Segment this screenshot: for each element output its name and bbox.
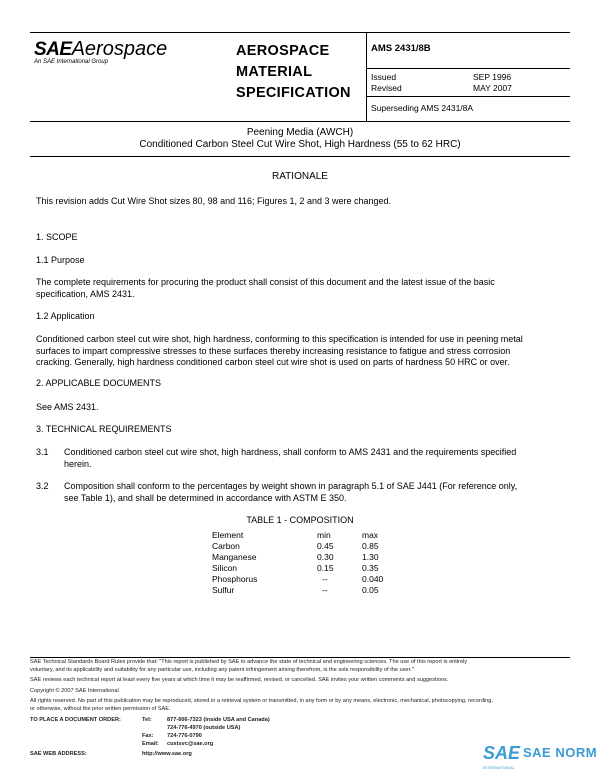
cell-element: Carbon	[212, 541, 240, 551]
title-line-1: AEROSPACE	[236, 43, 330, 59]
purpose-line-1: The complete requirements for procuring the product shall consist of this document and the latest issue of the basic	[36, 277, 495, 287]
superseding-note: Superseding AMS 2431/8A	[371, 103, 474, 113]
footer-rule	[30, 657, 570, 658]
rationale-text: This revision adds Cut Wire Shot sizes 80, 98 and 116; Figures 1, 2 and 3 were changed.	[36, 196, 392, 206]
application-line-3: cracking. Generally, high hardness conditioned carbon steel cut wire shot is used on parts of hardness 50 HRC or over.	[36, 357, 510, 367]
order-label: TO PLACE A DOCUMENT ORDER:	[30, 717, 121, 723]
cell-max: 0.05	[362, 585, 379, 595]
cell-element: Phosphorus	[212, 574, 258, 584]
cell-max: 0.85	[362, 541, 379, 551]
application-line-1: Conditioned carbon steel cut wire shot, high hardness, conforming to this specification is intended for use in peening metal	[36, 334, 523, 344]
fax-label: Fax:	[142, 733, 154, 739]
dates-rule	[367, 96, 570, 97]
email-label: Email:	[142, 741, 159, 747]
sae-norm-watermark	[483, 743, 598, 773]
section-3-2-paragraph	[64, 481, 569, 504]
table-row	[212, 563, 392, 574]
cell-min: --	[322, 585, 328, 595]
revised-date: MAY 2007	[473, 83, 512, 93]
subject-line-2: Conditioned Carbon Steel Cut Wire Shot, High Hardness (55 to 62 HRC)	[139, 139, 461, 150]
issued-date: SEP 1996	[473, 72, 512, 82]
watermark-text: SAE NORM	[523, 745, 598, 760]
table-row	[212, 552, 392, 563]
tel-label: Tel:	[142, 717, 152, 723]
footer-rights-line-1: All rights reserved. No part of this publication may be reproduced, stored in a retrieval system or transmitted, in any form or by any means, electronic, mechanical, photocopying, recording,	[30, 698, 493, 705]
document-number: AMS 2431/8B	[371, 43, 431, 54]
section-3-1-number: 3.1	[36, 447, 49, 457]
revised-label: Revised	[371, 83, 402, 93]
section-3-2-line-2: see Table 1), and shall be determined in accordance with ASTM E 350.	[64, 492, 347, 503]
fax-number: 724-776-0790	[167, 733, 202, 739]
purpose-paragraph	[36, 277, 566, 300]
header-divider	[366, 32, 367, 122]
section-3-heading: 3. TECHNICAL REQUIREMENTS	[36, 424, 172, 434]
section-1-2-heading: 1.2 Application	[36, 311, 95, 321]
tel-outside-usa[interactable]: 724-776-4970 (outside USA)	[167, 725, 241, 731]
cell-max: 0.040	[362, 574, 384, 584]
cell-max: 0.35	[362, 563, 379, 573]
section-3-2-number: 3.2	[36, 481, 49, 491]
cell-max: 1.30	[362, 552, 379, 562]
cell-min: 0.30	[317, 552, 334, 562]
table-title: TABLE 1 - COMPOSITION	[246, 515, 354, 525]
composition-table	[212, 530, 392, 596]
doc-number-rule	[367, 68, 570, 69]
footer-rights-line-2: or otherwise, without the prior written permission of SAE.	[30, 705, 171, 712]
cell-element: Silicon	[212, 563, 238, 573]
footer-rules-line-2: voluntary, and its applicability and suitability for any particular use, including any patent infringement arising therefrom, is the sole responsibility of the user."	[30, 666, 414, 673]
section-1-heading: 1. SCOPE	[36, 232, 78, 242]
table-header-row	[212, 530, 392, 541]
logo-brand: SAE	[34, 39, 72, 60]
cell-element: Manganese	[212, 552, 257, 562]
tel-inside-usa[interactable]: 877-606-7323 (inside USA and Canada)	[167, 717, 270, 723]
section-3-1-line-2: herein.	[64, 458, 92, 469]
section-3-2-line-1: Composition shall conform to the percentages by weight shown in paragraph 5.1 of SAE J441 (For reference only,	[64, 481, 518, 491]
footer-rules-line-1: SAE Technical Standards Board Rules provide that: "This report is published by SAE to advance the state of technical and engineering sciences. The use of this report is entirely	[30, 659, 468, 665]
section-2-text: See AMS 2431.	[36, 402, 99, 412]
cell-element: Sulfur	[212, 585, 235, 595]
table-row	[212, 541, 392, 552]
header-max: max	[362, 530, 379, 540]
section-3-1-line-1: Conditioned carbon steel cut wire shot, high hardness, shall conform to AMS 2431 and the requirements specified	[64, 447, 517, 457]
table-row	[212, 574, 392, 585]
title-line-3: SPECIFICATION	[236, 85, 351, 101]
header-bottom-rule	[30, 121, 570, 122]
footer-copyright: Copyright © 2007 SAE International	[30, 687, 119, 694]
watermark-sub: INTERNATIONAL	[483, 765, 515, 770]
subject-rule	[30, 156, 570, 157]
table-row	[212, 585, 392, 596]
header-min: min	[317, 530, 331, 540]
footer-notices	[30, 659, 575, 714]
cell-min: 0.45	[317, 541, 334, 551]
email-link[interactable]: custsvc@sae.org	[167, 741, 214, 747]
web-label: SAE WEB ADDRESS:	[30, 751, 87, 757]
issued-label: Issued	[371, 72, 397, 82]
rationale-heading: RATIONALE	[272, 171, 328, 182]
title-line-2: MATERIAL	[236, 64, 313, 80]
section-1-1-heading: 1.1 Purpose	[36, 255, 85, 265]
header-element: Element	[212, 530, 244, 540]
header-top-rule	[30, 32, 570, 33]
web-link[interactable]: http://www.sae.org	[142, 751, 192, 757]
logo-tagline: An SAE International Group	[34, 59, 109, 65]
logo-name: Aerospace	[71, 38, 168, 60]
document-header	[30, 32, 570, 122]
document-type-title	[236, 41, 351, 104]
section-2-heading: 2. APPLICABLE DOCUMENTS	[36, 378, 162, 388]
subject-line-1: Peening Media (AWCH)	[246, 127, 354, 138]
cell-min: 0.15	[317, 563, 334, 573]
order-contact-block	[30, 717, 430, 759]
sae-aerospace-logo	[34, 38, 167, 65]
footer-review-note: SAE reviews each technical report at least every five years at which time it may be reaffirmed, revised, or cancelled. SAE invites your written comments and suggestions.	[30, 677, 449, 684]
document-subject	[30, 127, 570, 151]
purpose-line-2: specification, AMS 2431.	[36, 288, 135, 299]
application-line-2: surfaces to impart compressive stresses to these surfaces thereby increasing resistance to fatigue and stress corrosion	[36, 345, 511, 356]
application-paragraph	[36, 334, 566, 369]
section-3-1-paragraph	[64, 447, 564, 470]
cell-min: --	[322, 574, 328, 584]
watermark-brand: SAE	[483, 743, 521, 763]
